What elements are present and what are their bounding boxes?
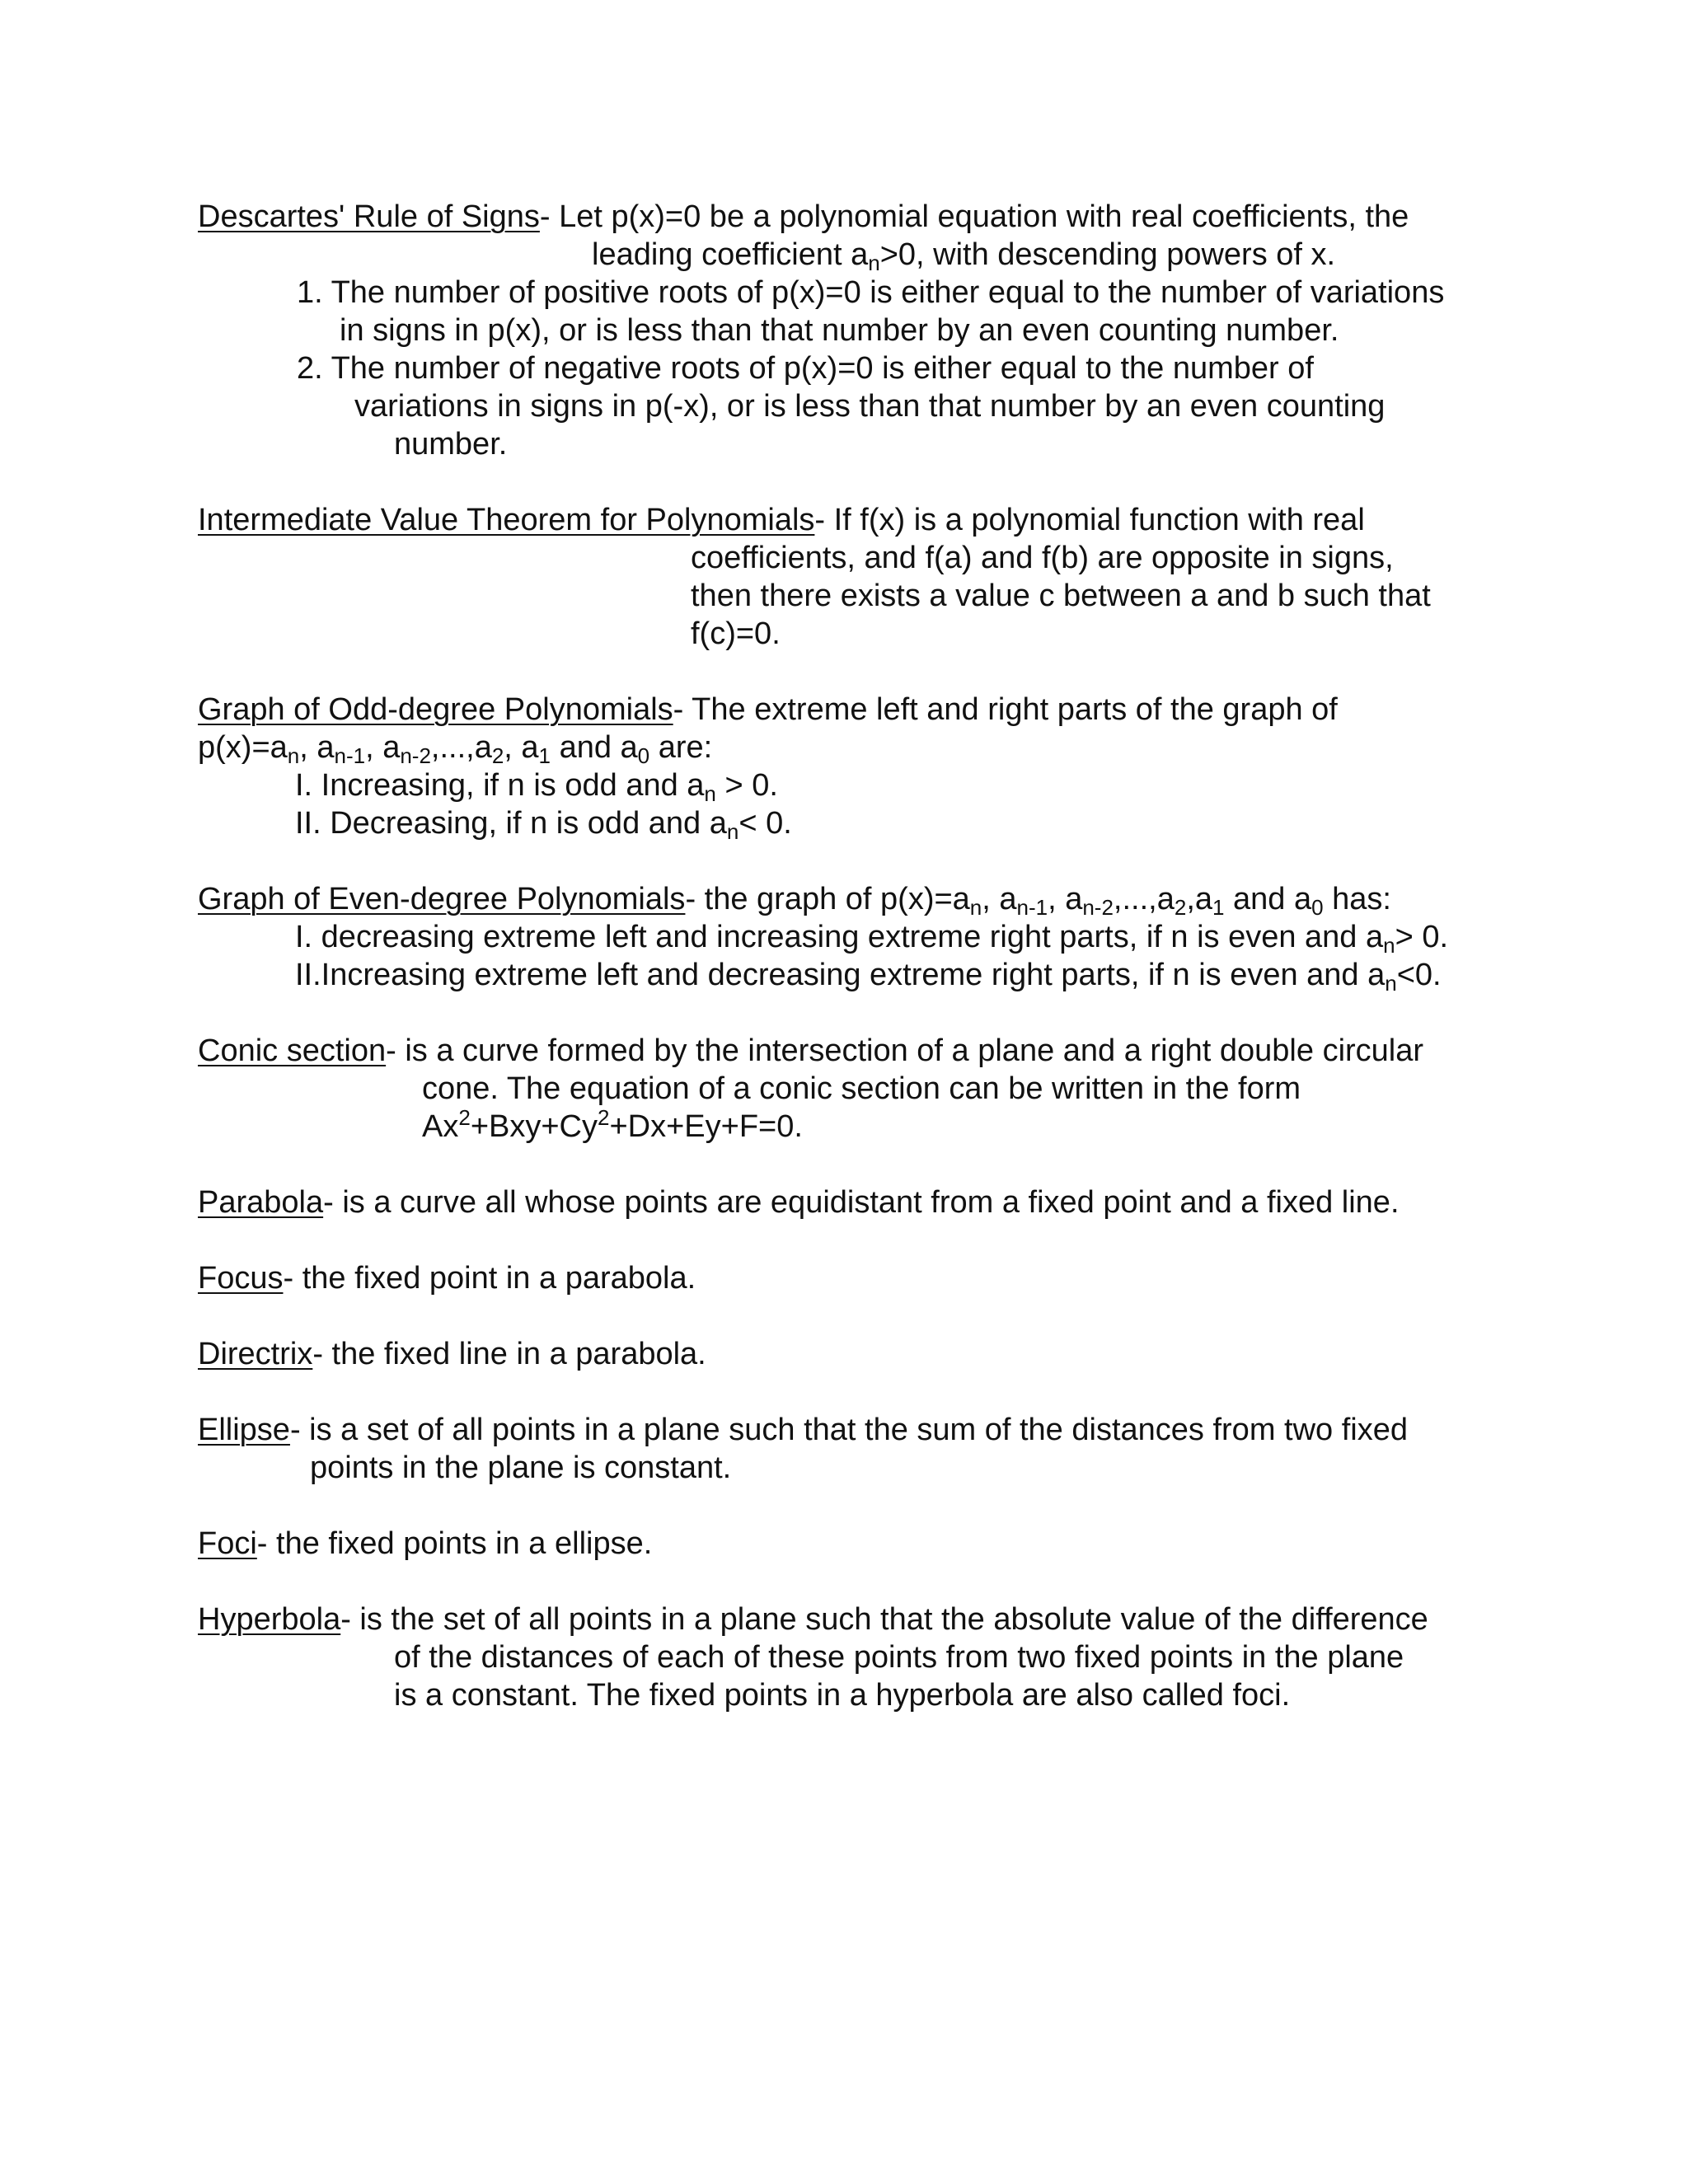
term-hyperbola: Hyperbola (198, 1602, 341, 1637)
parabola-line (198, 1183, 1400, 1221)
term-even-degree: Graph of Even-degree Polynomials (198, 882, 686, 916)
text: II.Increasing extreme left and decreasing extreme right parts, if n is even and a (295, 958, 1386, 992)
descartes-line-2 (592, 236, 1335, 274)
text: <0. (1396, 958, 1442, 992)
text: are: (649, 730, 713, 765)
subscript: n (726, 819, 739, 844)
foci-text: - the fixed points in a ellipse. (256, 1526, 653, 1561)
text: I. decreasing extreme left and increasing extreme right parts, if n is even and a (295, 920, 1384, 954)
term-focus: Focus (198, 1261, 284, 1296)
subscript: n-1 (1016, 895, 1048, 920)
term-ivt: Intermediate Value Theorem for Polynomials (198, 503, 815, 537)
odd-item-2 (295, 804, 792, 842)
descartes-item-1b: in signs in p(x), or is less than that number by an even counting number. (340, 313, 1339, 348)
foci-line (198, 1525, 652, 1563)
subscript: n (969, 895, 982, 920)
text: , a (299, 730, 335, 765)
text: I. Increasing, if n is odd and a (295, 768, 705, 803)
superscript: 2 (458, 1105, 471, 1130)
superscript: 2 (598, 1105, 610, 1130)
subscript: n (1385, 971, 1397, 996)
descartes-text-2a: leading coefficient a (592, 237, 869, 272)
subscript: 1 (538, 743, 551, 768)
hyperbola-line-1 (198, 1601, 1428, 1638)
subscript: n (1383, 933, 1395, 958)
text: has: (1323, 882, 1391, 916)
text: II. Decreasing, if n is odd and a (295, 806, 727, 841)
text: ,...,a (1113, 882, 1175, 916)
conic-line-1 (198, 1032, 1423, 1070)
text: , a (365, 730, 401, 765)
text: +Dx+Ey+F=0. (609, 1109, 803, 1144)
descartes-item-1a: 1. The number of positive roots of p(x)=0 is either equal to the number of variations (297, 275, 1445, 310)
even-item-1 (295, 918, 1448, 956)
ivt-line-3: then there exists a value c between a and b such that (691, 579, 1431, 613)
subscript: n-2 (1082, 895, 1114, 920)
focus-text: - the fixed point in a parabola. (283, 1261, 696, 1296)
descartes-text-1: - Let p(x)=0 be a polynomial equation with real coefficients, the (539, 199, 1409, 234)
directrix-text: - the fixed line in a parabola. (312, 1337, 706, 1371)
descartes-item-2c: number. (394, 427, 508, 462)
term-descartes: Descartes' Rule of Signs (198, 199, 540, 234)
text: ,a (1186, 882, 1213, 916)
descartes-text-2b: >0, with descending powers of x. (879, 237, 1336, 272)
text: , a (982, 882, 1017, 916)
focus-line (198, 1259, 696, 1297)
text: > 0. (715, 768, 778, 803)
subscript: n (287, 743, 300, 768)
subscript: n (704, 781, 716, 806)
descartes-item-2b: variations in signs in p(-x), or is less than that number by an even counting (354, 389, 1386, 424)
descartes-item-2a: 2. The number of negative roots of p(x)=0 is either equal to the number of (297, 351, 1314, 386)
subscript: 2 (1174, 895, 1187, 920)
odd-line-2 (198, 729, 712, 766)
text: , a (1048, 882, 1083, 916)
directrix-line (198, 1335, 706, 1373)
even-line-1 (198, 880, 1391, 918)
text: < 0. (738, 806, 792, 841)
ivt-line-2: coefficients, and f(a) and f(b) are opposite in signs, (691, 541, 1394, 575)
parabola-text: - is a curve all whose points are equidistant from a fixed point and a fixed line. (323, 1185, 1400, 1220)
hyperbola-line-3: is a constant. The fixed points in a hyperbola are also called foci. (394, 1678, 1291, 1713)
term-foci: Foci (198, 1526, 257, 1561)
conic-line-2: cone. The equation of a conic section can be written in the form (422, 1071, 1301, 1106)
conic-text-1: - is a curve formed by the intersection of a plane and a right double circular (386, 1033, 1424, 1068)
text: Ax (422, 1109, 459, 1144)
subscript: 1 (1212, 895, 1225, 920)
hyperbola-text-1: - is the set of all points in a plane such that the absolute value of the difference (340, 1602, 1428, 1637)
term-odd-degree: Graph of Odd-degree Polynomials (198, 692, 673, 727)
text: and a (551, 730, 638, 765)
ivt-line-4: f(c)=0. (691, 616, 781, 651)
ellipse-line-1 (198, 1411, 1408, 1449)
term-parabola: Parabola (198, 1185, 324, 1220)
subscript: 2 (491, 743, 504, 768)
hyperbola-line-2: of the distances of each of these points from two fixed points in the plane (394, 1640, 1404, 1675)
ivt-line-1 (198, 501, 1365, 539)
subscript: n-2 (400, 743, 431, 768)
text: , a (504, 730, 539, 765)
descartes-line-1 (198, 198, 1409, 236)
odd-line-1 (198, 691, 1338, 729)
text: - the graph of p(x)=a (685, 882, 970, 916)
odd-item-1 (295, 766, 778, 804)
even-item-2 (295, 956, 1442, 994)
ellipse-text-1: - is a set of all points in a plane such that the sum of the distances from two fixed (289, 1413, 1408, 1447)
subscript: 0 (637, 743, 650, 768)
text: ,...,a (430, 730, 492, 765)
text: p(x)=a (198, 730, 288, 765)
subscript: n (868, 251, 880, 275)
text: > 0. (1395, 920, 1449, 954)
text: and a (1224, 882, 1312, 916)
term-ellipse: Ellipse (198, 1413, 290, 1447)
text: +Bxy+Cy (470, 1109, 598, 1144)
subscript: 0 (1311, 895, 1324, 920)
term-directrix: Directrix (198, 1337, 313, 1371)
subscript: n-1 (334, 743, 366, 768)
ivt-text-1: - If f(x) is a polynomial function with real (814, 503, 1365, 537)
conic-equation (422, 1105, 803, 1146)
ellipse-line-2: points in the plane is constant. (310, 1451, 732, 1485)
odd-text-1: - The extreme left and right parts of the graph of (673, 692, 1338, 727)
term-conic-section: Conic section (198, 1033, 387, 1068)
